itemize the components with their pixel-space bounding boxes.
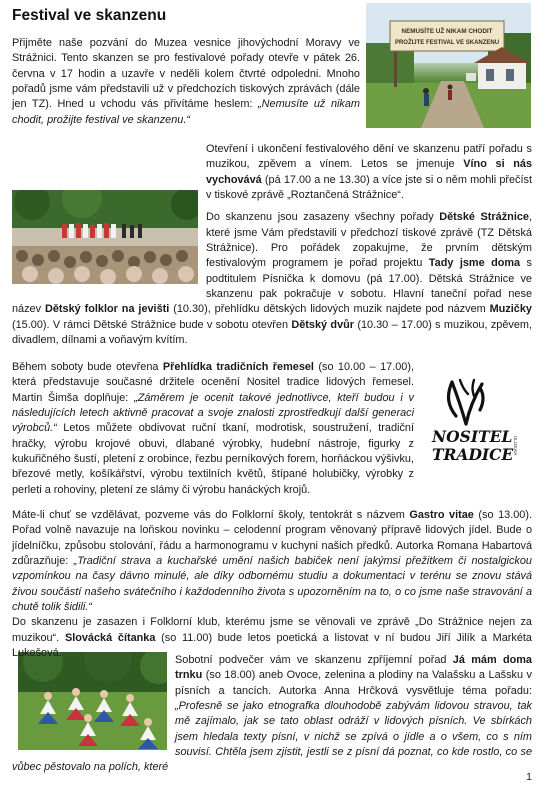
program-name: Tady jsme doma — [428, 257, 521, 270]
text-run: s podtitulem Písnička k domovu (pá 17.00). Dětská Strážnice ve skanzenu pak pokračuje v sobotu. Hlavní taneční pořad nese název — [12, 257, 532, 316]
paragraph-folk-school — [12, 508, 532, 615]
program-name: Gastro vitae — [409, 509, 474, 521]
text-run: Do skanzenu jsou zasazeny všechny pořady — [206, 211, 440, 224]
paragraph-crafts — [12, 360, 532, 498]
float-spacer — [12, 653, 175, 757]
program-name: Dětský folklor na jevišti — [44, 303, 170, 316]
text-run: (15.00). V rámci Dětské Strážnice bude v sobotu otevřen — [12, 318, 292, 331]
float-spacer — [414, 360, 532, 468]
program-name: Přehlídka tradičních řemesel — [162, 361, 314, 373]
paragraph-trnka — [12, 653, 532, 776]
text-run: (so 18.00) aneb Ovoce, zelenina a plodiny na Valašsku a Lašsku v písních a tancích. Autorka Anna Hrčková vysvětluje téma pořadu: — [175, 669, 532, 697]
logo-side-text: ULUS.KA — [513, 436, 518, 456]
logo-line1: NOSITEL — [432, 427, 513, 446]
text-run: Máte-li chuť se vzdělávat, pozveme vás do Folklorní školy, tentokrát s názvem — [12, 509, 410, 521]
program-name: Slovácká čítanka — [64, 631, 156, 644]
program-name: Dětský dvůr — [291, 318, 355, 331]
paragraph-gastro — [12, 508, 532, 661]
program-name: Muzičky — [489, 303, 532, 316]
quote-hrckova: „Profesně se jako etnografka dlouhodobě zabývám lidovou stravou, tak mě zajímalo, jak se tato oblast odráží v lidových písních. Ve sbírkách jsem hledala texty písní, v nichž se zpívá o jídle a o všem, co s ním souvisí. Chtěla jsem zjistit, jestli se z písní dá poznat, co kde rostlo, co se vůbec pěstovalo na polích, které — [12, 700, 532, 774]
page-title: Festival ve skanzenu — [12, 7, 167, 24]
program-name: Víno si nás vychovává — [206, 158, 533, 186]
banner-line2: PROŽIJTE FESTIVAL VE SKANZENU — [394, 40, 500, 46]
paragraph-opening-children — [12, 142, 532, 348]
photo-skanzen-entrance — [366, 3, 531, 128]
paragraph-invitation — [12, 36, 360, 128]
text-run: Otevření i ukončení festivalového dění ve skanzenu patří pořadu s muzikou, zpěvem a vínem. Letos se jmenuje — [206, 143, 532, 171]
banner-line1: NEMUSÍTE UŽ NIKAM CHODIT — [401, 28, 493, 35]
quote-simsa: „Záměrem je ocenit takové jednotlivce, kteří budou i v následujících letech aktivně pracovat a svoje znalosti zprostředkují další generaci výrobců.“ — [12, 391, 414, 435]
page-number: 1 — [526, 771, 532, 783]
program-name: Dětské Strážnice — [439, 211, 529, 224]
float-spacer — [12, 142, 206, 288]
text-run: (so 11.00) bude letos poetická a listovat v ní budou Jiří Jilík a Markéta Lukešová. — [12, 631, 532, 660]
photo-entrance-illustration — [366, 3, 531, 128]
text-run: , které jsme Vám představili v předchozí tiskové zprávě (TZ Dětská Strážnice). Pro pořádek zopakujme, že prvním dětským festivalovým programem je pořad projektu — [206, 211, 533, 270]
logo-line2: TRADICE — [432, 445, 514, 464]
text-run: (so 10.00 – 17.00), která představuje současné držitele ocenění Nositel tradice lidových řemesel. Martin Šimša doplňuje: — [12, 361, 414, 404]
text-run: (10.30), přehlídku dětských lidových muzik najdete pod názvem — [169, 303, 490, 316]
program-name: Já mám doma trnku — [175, 654, 532, 682]
quote-habartova: „Tradiční strava a kuchařské umění našich babiček není jakýmsi přežitkem či nostalgickou vzpomínkou na časy dávno minulé, ale díky odbornému studiu a dokumentaci v terénu se znovu stává živou součástí našeho svátečního i každodenního života s upozorněním na to, o co jsme naše stravování a chutě tolik šidili.“ — [12, 555, 532, 614]
text-run: Do skanzenu je zasazen i Folklorní klub, kterému jsme se věnovali ve zprávě „Do Strážnice nejen za muzikou“. — [12, 616, 532, 644]
text-run: Sobotní podvečer vám ve skanzenu zpříjemní pořad — [175, 654, 453, 666]
text-run: (pá 17.00 a ne 13.30) a více jste si o něm mohli přečíst v tiskové zprávě „Roztančená Strážnice“. — [206, 173, 532, 202]
quote-motto: „Nemusíte už nikam chodit, prožijte festival ve skanzenu.“ — [12, 98, 360, 126]
text-run: (10.30 – 17.00) s muzikou, zpěvem, divadlem, dílnami a voňavým kvítím. — [12, 318, 533, 347]
text-run: Během soboty bude otevřena — [12, 361, 163, 373]
text-run: Letos můžete obdivovat ruční tkaní, modrotisk, soustružení, tradiční hračky, výrobu krojové obuvi, dlabané výrobky, hudební nástroje, figurky z kukuřičného šustí, pletení z orobince, řezbu perníkových forem, horňáckou výšivku, březové metly, košíkářství, výrobu textilních květů, štípané holubičky, výrobky z perleti a rohoviny, pletení ze slámy či výrobu hanáckých krojů. — [12, 422, 414, 496]
text-run: Přijměte naše pozvání do Muzea vesnice jihovýchodní Moravy ve Strážnici. Tento skanzen se pro festivalové pořady otevře v pátek 26. června v 17 hodin a uzavře v neděli kolem čtvrté odpoledni. Mnoho pořadů jsme vám představili už v předchozích tiskových zprávách (dále jen TZ). Hned u vchodu vás přivítáme heslem: — [12, 37, 360, 111]
text-run: (so 13.00). Pořad volně navazuje na loňskou novinku – celodenní program věnovaný přípravě lidových jídel. Bude o jídelníčku, způsobu stolování, řádu a harmonogramu v kuchyni našich předků. Autorka Romana Habartová zdůrazňuje: — [12, 509, 532, 568]
